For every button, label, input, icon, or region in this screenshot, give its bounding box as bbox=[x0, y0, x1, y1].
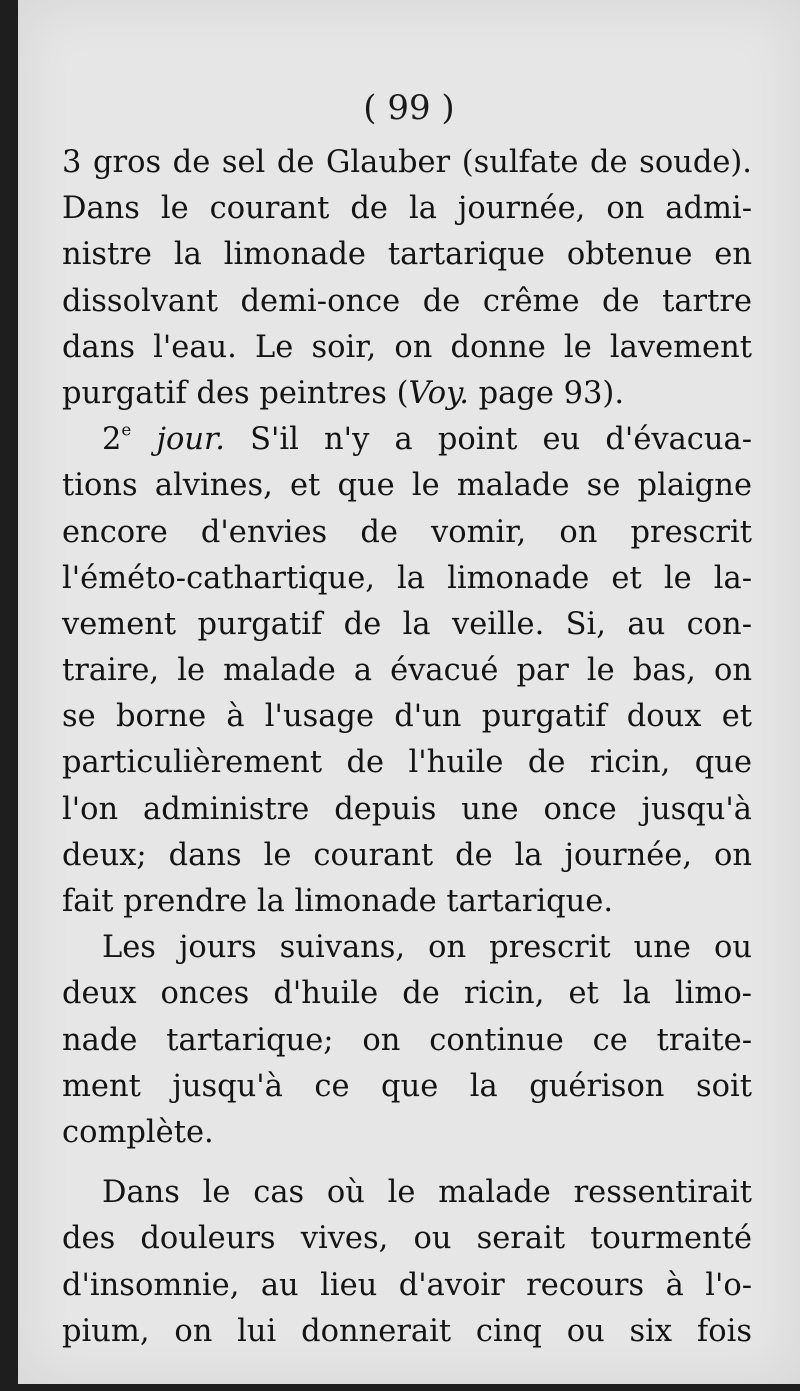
text-line: complète. bbox=[62, 1114, 214, 1150]
paragraph-3 bbox=[62, 925, 752, 1156]
italic-reference: Voy. bbox=[408, 375, 469, 411]
text-line: d'insomnie, au lieu d'avoir recours à l'o- bbox=[62, 1267, 752, 1303]
text-line: nistre la limonade tartarique obtenue en bbox=[62, 237, 752, 273]
text-line: l'éméto-cathartique, la limonade et le la- bbox=[62, 560, 752, 596]
text-line: Dans le courant de la journée, on admi- bbox=[62, 191, 752, 227]
text-line: encore d'envies de vomir, on prescrit bbox=[62, 514, 752, 550]
text-line: l'on administre depuis une once jusqu'à bbox=[62, 791, 752, 827]
text-line: deux onces d'huile de ricin, et la limo- bbox=[62, 976, 752, 1012]
day-superscript: e bbox=[121, 419, 132, 440]
text-fragment: S'il n'y a point eu d'évacua- bbox=[224, 422, 752, 458]
text-line: deux; dans le courant de la journée, on bbox=[62, 837, 752, 873]
text-line: particulièrement de l'huile de ricin, que bbox=[62, 745, 752, 781]
paragraph-4 bbox=[62, 1170, 752, 1355]
page-body bbox=[62, 140, 752, 1355]
text-fragment: page 93). bbox=[468, 375, 625, 411]
book-page bbox=[18, 0, 800, 1384]
text-line: tions alvines, et que le malade se plaigne bbox=[62, 468, 752, 504]
text-line: des douleurs vives, ou serait tourmenté bbox=[62, 1221, 752, 1257]
paragraph-1 bbox=[62, 140, 752, 417]
text-line bbox=[62, 417, 752, 463]
text-line: ment jusqu'à ce que la guérison soit bbox=[62, 1068, 752, 1104]
text-line: Les jours suivans, on prescrit une ou bbox=[102, 930, 752, 966]
day-word: jour. bbox=[156, 422, 225, 458]
text-line: vement purgatif de la veille. Si, au con- bbox=[62, 606, 752, 642]
paragraph-gap bbox=[62, 1156, 752, 1170]
paragraph-2 bbox=[62, 417, 752, 925]
page-number: ( 99 ) bbox=[363, 88, 455, 128]
text-line: se borne à l'usage d'un purgatif doux et bbox=[62, 699, 752, 735]
text-line: dans l'eau. Le soir, on donne le lavement bbox=[62, 329, 752, 365]
text-line: 3 gros de sel de Glauber (sulfate de soude). bbox=[62, 145, 752, 180]
text-line: pium, on lui donnerait cinq ou six fois bbox=[62, 1313, 752, 1349]
text-fragment: purgatif des peintres ( bbox=[62, 375, 409, 411]
text-line: traire, le malade a évacué par le bas, on bbox=[62, 653, 752, 689]
text-line: dissolvant demi-once de crême de tartre bbox=[62, 283, 752, 319]
text-line: nade tartarique; on continue ce traite- bbox=[62, 1022, 752, 1058]
day-number: 2 bbox=[102, 422, 122, 458]
text-line bbox=[62, 371, 752, 417]
text-line: fait prendre la limonade tartarique. bbox=[62, 884, 614, 919]
text-line: Dans le cas où le malade ressentirait bbox=[102, 1175, 752, 1211]
